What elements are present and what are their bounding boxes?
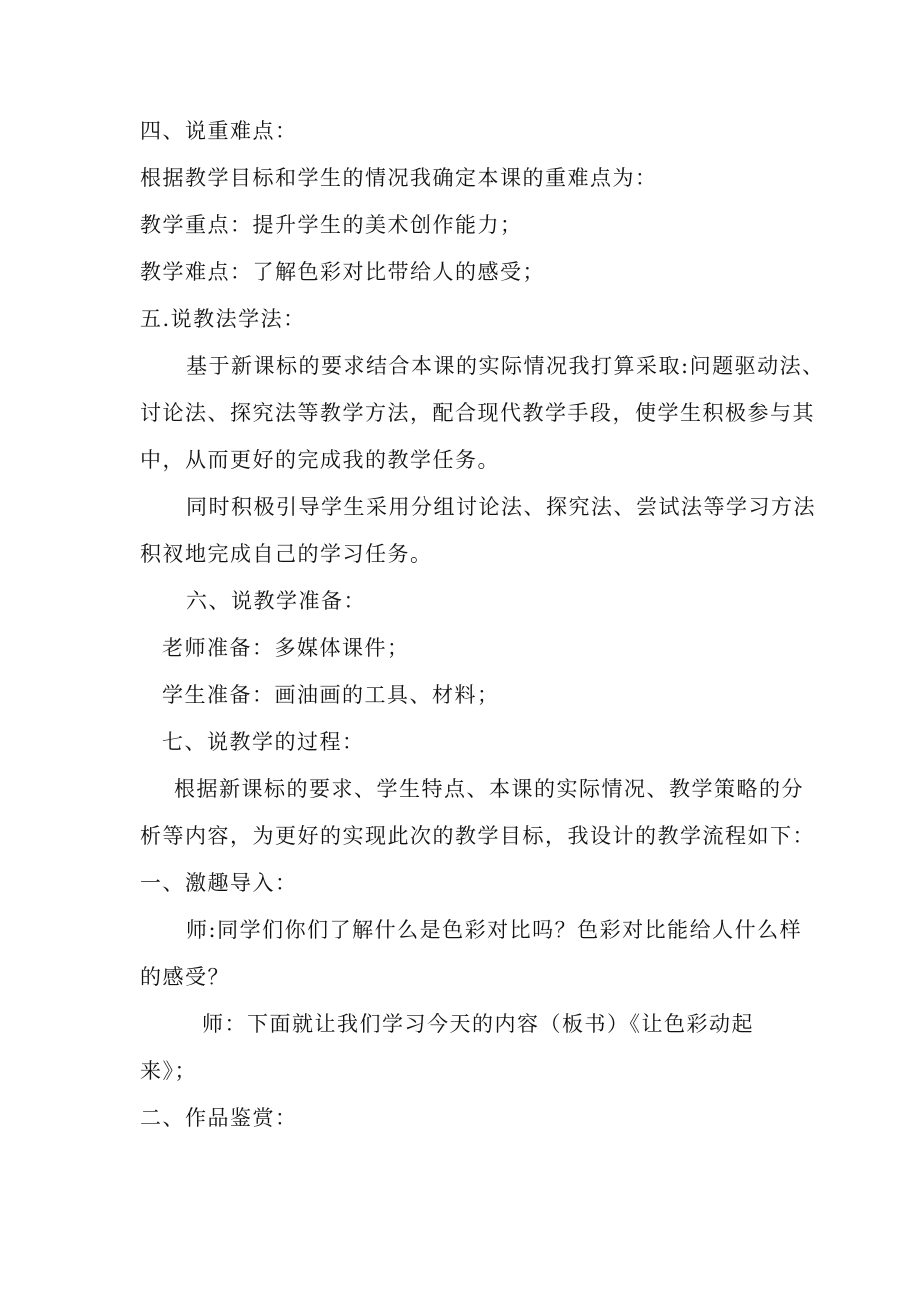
paragraph-line: 教学重点：提升学生的美术创作能力；	[140, 213, 523, 237]
paragraph-line: 同时积极引导学生采用分组讨论法、探究法、尝试法等学习方法	[186, 495, 816, 519]
paragraph-line: 析等内容，为更好的实现此次的教学目标，我设计的教学流程如下：	[140, 824, 815, 848]
heading-methods: 五.说教法学法：	[140, 307, 306, 331]
heading-process: 七、说教学的过程：	[162, 730, 365, 754]
paragraph-line: 来》；	[140, 1059, 197, 1083]
paragraph-line: 学生准备：画油画的工具、材料；	[162, 683, 500, 707]
paragraph-line: 师：下面就让我们学习今天的内容（板书）《让色彩动起	[202, 1012, 754, 1036]
paragraph-line: 师:同学们你们了解什么是色彩对比吗？色彩对比能给人什么样	[186, 918, 803, 942]
heading-preparation: 六、说教学准备：	[186, 589, 366, 613]
paragraph-line: 中，从而更好的完成我的教学任务。	[140, 448, 500, 472]
paragraph-line: 根据教学目标和学生的情况我确定本课的重难点为：	[140, 166, 658, 190]
paragraph-line: 教学难点：了解色彩对比带给人的感受；	[140, 260, 545, 284]
paragraph-line: 根据新课标的要求、学生特点、本课的实际情况、教学策略的分	[174, 777, 804, 801]
paragraph-line: 的感受？	[140, 965, 230, 989]
paragraph-line: 讨论法、探究法等教学方法，配合现代教学手段，使学生积极参与其	[140, 401, 815, 425]
heading-intro: 一、激趣导入：	[140, 871, 298, 895]
paragraph-line: 积衩地完成自己的学习任务。	[140, 542, 433, 566]
heading-key-points: 四、说重难点：	[140, 119, 298, 143]
paragraph-line: 基于新课标的要求结合本课的实际情况我打算采取:问题驱动法、	[186, 354, 825, 378]
paragraph-line: 老师准备：多媒体课件；	[162, 636, 410, 660]
heading-appreciation: 二、作品鉴赏：	[140, 1106, 298, 1130]
